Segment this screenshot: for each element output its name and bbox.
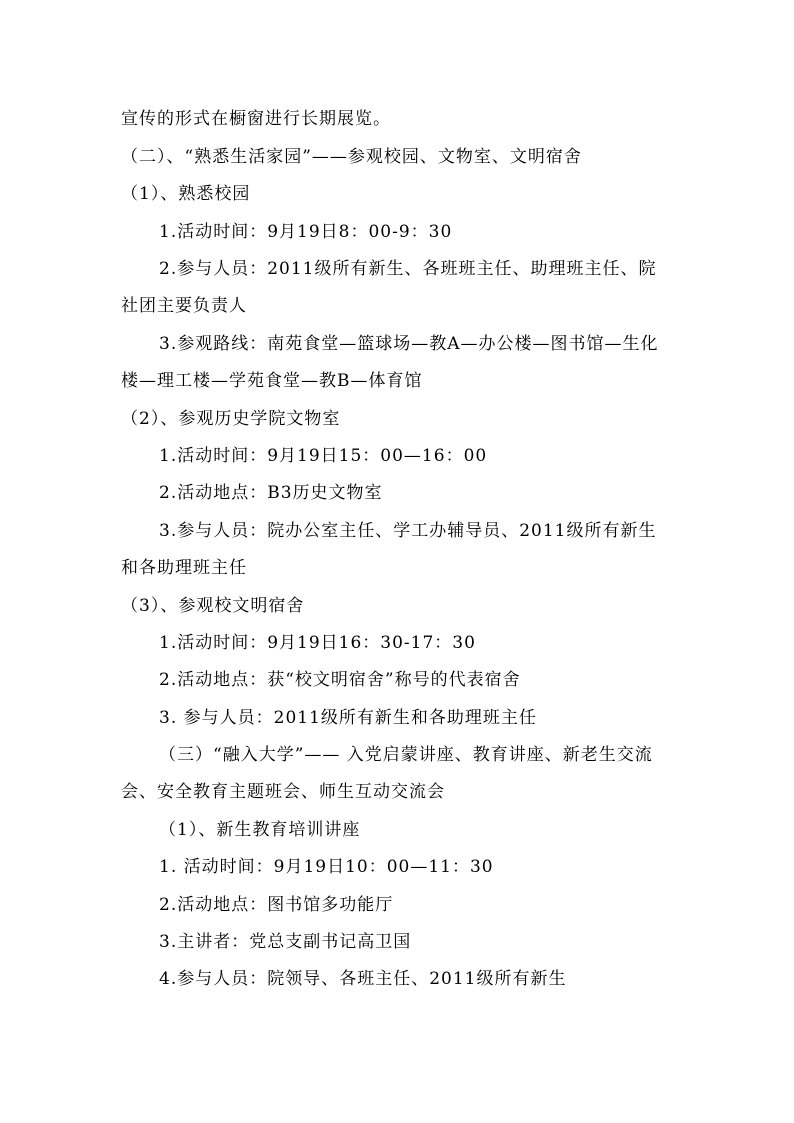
subsection-heading-1: （1）、熟悉校园 xyxy=(121,184,251,204)
text-line-participants-1: 2.参与人员：2011级所有新生、各班班主任、助理班主任、院 xyxy=(159,259,657,279)
section-heading-3-cont: 会、安全教育主题班会、师生互动交流会 xyxy=(121,782,445,802)
text-line-participants-1-cont: 社团主要负责人 xyxy=(121,296,247,316)
subsection-heading-3: （3）、参观校文明宿舍 xyxy=(121,596,305,616)
text-line-route: 3.参观路线：南苑食堂—篮球场—教A—办公楼—图书馆—生化 xyxy=(159,334,659,354)
text-line-route-cont: 楼—理工楼—学苑食堂—教B—体育馆 xyxy=(121,371,423,391)
text-line-participants-3: 3. 参与人员：2011级所有新生和各助理班主任 xyxy=(159,708,537,728)
text-line-speaker: 3.主讲者：党总支副书记高卫国 xyxy=(159,932,412,952)
text-line-participants-2-cont: 和各助理班主任 xyxy=(121,558,247,578)
text-line-location-4: 2.活动地点：图书馆多功能厅 xyxy=(159,895,394,915)
text-line-location-3: 2.活动地点：获“校文明宿舍”称号的代表宿舍 xyxy=(159,670,521,690)
text-line-location-2: 2.活动地点：B3历史文物室 xyxy=(159,483,383,503)
text-line-participants-2: 3.参与人员：院办公室主任、学工办辅导员、2011级所有新生 xyxy=(159,521,657,541)
subsection-heading-2: （2）、参观历史学院文物室 xyxy=(121,409,341,429)
text-line-1: 宣传的形式在橱窗进行长期展览。 xyxy=(121,109,391,129)
section-heading-2: （二）、“熟悉生活家园”——参观校园、文物室、文明宿舍 xyxy=(121,147,582,167)
text-line-time-1: 1.活动时间：9月19日8：00-9：30 xyxy=(159,222,453,242)
text-line-time-3: 1.活动时间：9月19日16：30-17：30 xyxy=(159,633,476,653)
section-heading-3: （三）“融入大学”—— 入党启蒙讲座、教育讲座、新老生交流 xyxy=(159,745,653,765)
subsection-heading-4: （1）、新生教育培训讲座 xyxy=(159,820,361,840)
text-line-time-2: 1.活动时间：9月19日15：00—16：00 xyxy=(159,446,488,466)
text-line-time-4: 1. 活动时间：9月19日10：00—11：30 xyxy=(159,857,494,877)
text-line-participants-4: 4.参与人员：院领导、各班主任、2011级所有新生 xyxy=(159,969,567,989)
